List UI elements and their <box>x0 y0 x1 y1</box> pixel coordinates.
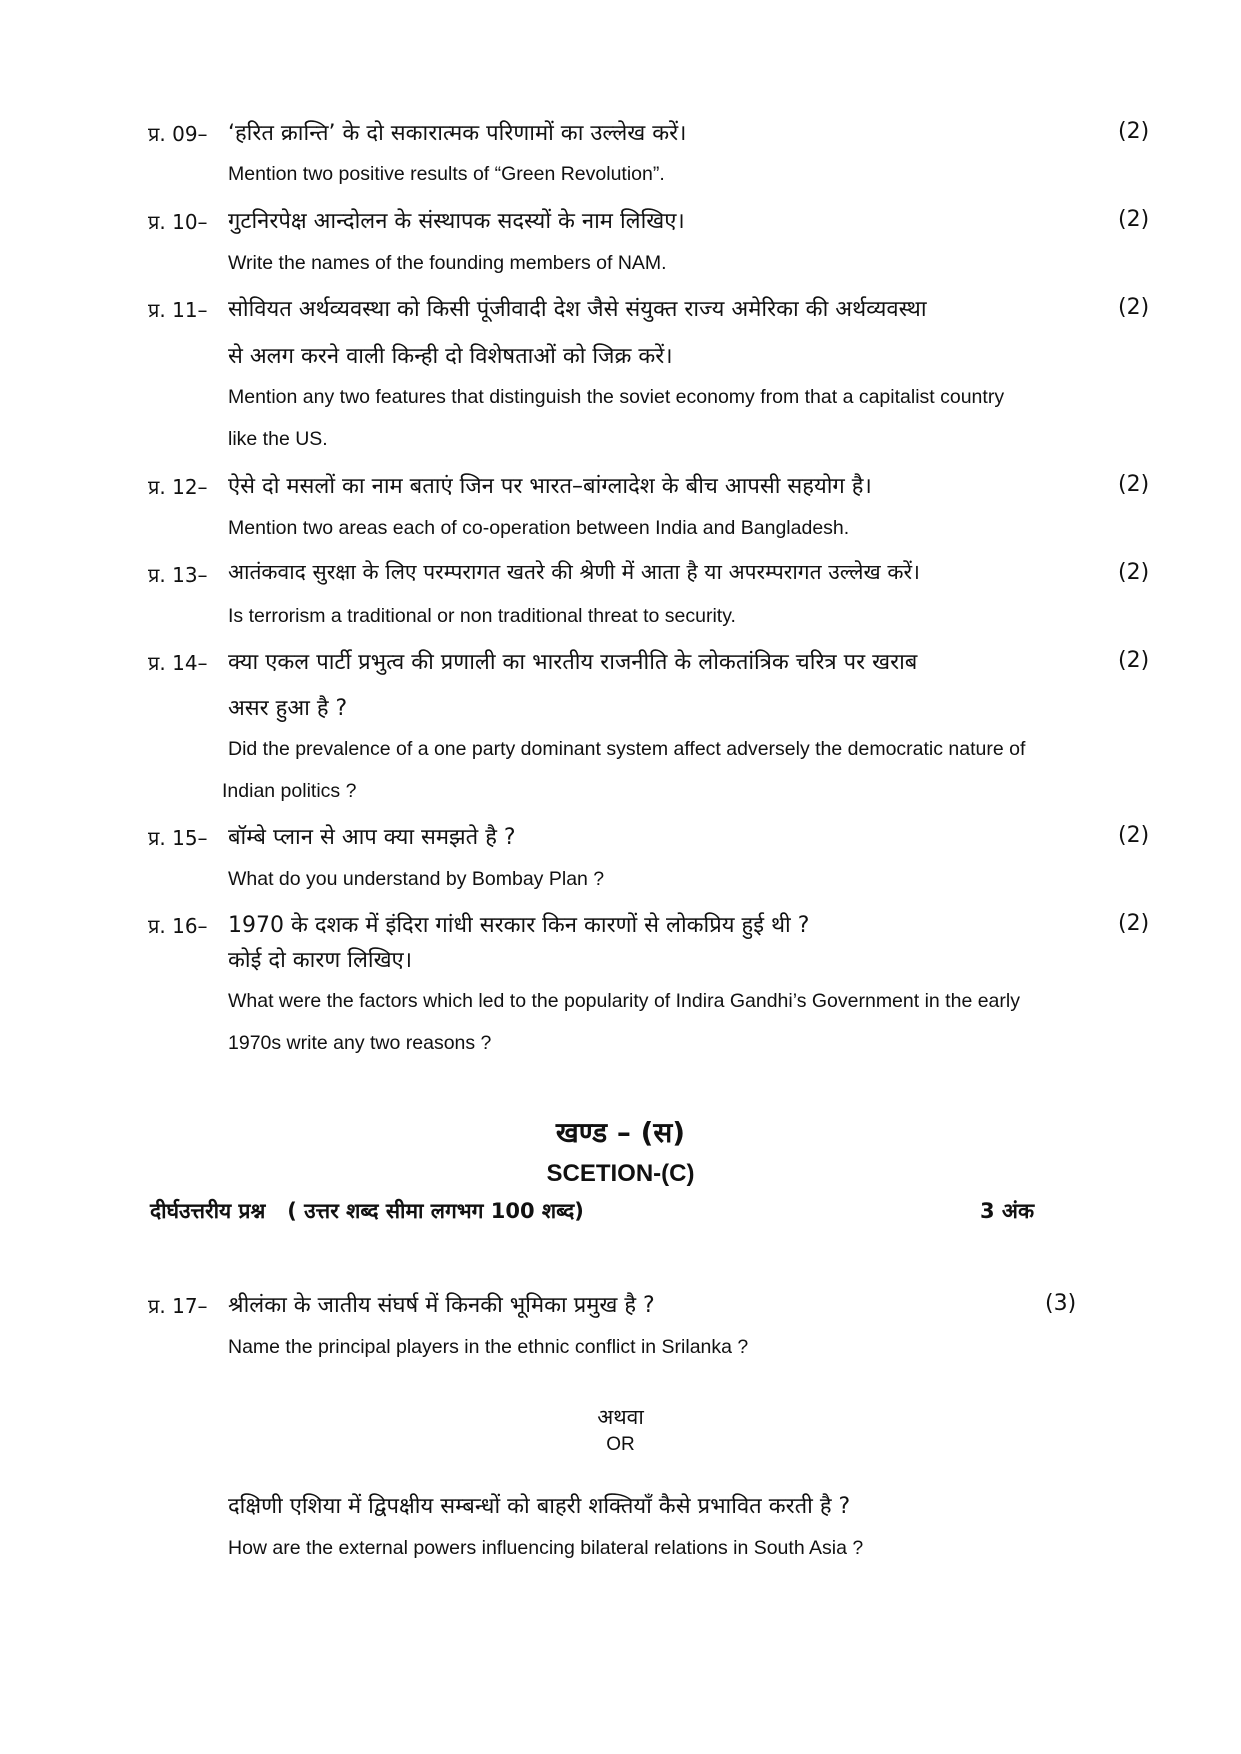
question-hindi: ऐसे दो मसलों का नाम बताएं जिन पर भारत–बांग्लादेश के बीच आपसी सहयोग है। <box>228 474 872 499</box>
section-title-english: SCETION-(C) <box>546 1160 695 1187</box>
section-marks-label: 3 अंक <box>980 1199 1035 1223</box>
question-hindi: श्रीलंका के जातीय संघर्ष में किनकी भूमिका प्रमुख है ? <box>228 1293 655 1318</box>
question-marks: (2) <box>1118 119 1150 144</box>
question-number: प्र. 12– <box>148 475 208 499</box>
question-hindi: से अलग करने वाली किन्ही दो विशेषताओं को जिक्र करें। <box>228 344 673 369</box>
question-marks: (2) <box>1118 911 1150 936</box>
question-number: प्र. 10– <box>148 210 208 234</box>
question-marks: (2) <box>1118 295 1150 320</box>
question-english: Write the names of the founding members of NAM. <box>228 252 667 274</box>
question-marks: (2) <box>1118 823 1150 848</box>
question-marks: (2) <box>1118 648 1150 673</box>
question-hindi: सोवियत अर्थव्यवस्था को किसी पूंजीवादी देश जैसे संयुक्त राज्य अमेरिका की अर्थव्यवस्था <box>228 297 927 322</box>
question-hindi: 1970 के दशक में इंदिरा गांधी सरकार किन कारणों से लोकप्रिय हुई थी ? <box>228 913 810 938</box>
question-number: प्र. 16– <box>148 914 208 938</box>
question-english: Indian politics ? <box>222 780 357 802</box>
question-english: Mention any two features that distinguish the soviet economy from that a capitalist country <box>228 386 1005 408</box>
question-english: Name the principal players in the ethnic conflict in Srilanka ? <box>228 1336 749 1358</box>
question-number: प्र. 17– <box>148 1294 208 1318</box>
question-hindi: कोई दो कारण लिखिए। <box>228 948 413 973</box>
question-number: प्र. 13– <box>148 563 208 587</box>
section-title-hindi: खण्ड – (स) <box>555 1116 686 1149</box>
question-hindi: गुटनिरपेक्ष आन्दोलन के संस्थापक सदस्यों के नाम लिखिए। <box>228 209 685 234</box>
question-english: Mention two areas each of co-operation between India and Bangladesh. <box>228 517 850 539</box>
question-english: 1970s write any two reasons ? <box>228 1032 492 1054</box>
question-hindi: आतंकवाद सुरक्षा के लिए परम्परागत खतरे की श्रेणी में आता है या अपरम्परागत उल्लेख करें। <box>228 560 921 584</box>
question-hindi: बॉम्बे प्लान से आप क्या समझते है ? <box>228 825 516 850</box>
question-hindi: ‘हरित क्रान्ति’ के दो सकारात्मक परिणामों का उल्लेख करें। <box>228 121 687 146</box>
or-hindi: अथवा <box>597 1405 644 1429</box>
question-marks: (2) <box>1118 207 1150 232</box>
question-english: Did the prevalence of a one party dominant system affect adversely the democratic nature of <box>228 738 1026 760</box>
or-english: OR <box>606 1434 635 1455</box>
question-marks: (2) <box>1118 472 1150 497</box>
question-number: प्र. 14– <box>148 651 208 675</box>
section-instruction: दीर्घउत्तरीय प्रश्न ( उत्तर शब्द सीमा लगभग 100 शब्द) <box>150 1199 584 1223</box>
question-marks: (3) <box>1045 1291 1077 1316</box>
question-marks: (2) <box>1118 560 1150 585</box>
question-number: प्र. 09– <box>148 122 208 146</box>
question-english: What do you understand by Bombay Plan ? <box>228 868 605 890</box>
alternate-question-english: How are the external powers influencing bilateral relations in South Asia ? <box>228 1537 864 1559</box>
question-number: प्र. 11– <box>148 298 208 322</box>
question-english: Mention two positive results of “Green Revolution”. <box>228 163 665 185</box>
question-english: like the US. <box>228 428 328 450</box>
alternate-question-hindi: दक्षिणी एशिया में द्विपक्षीय सम्बन्धों को बाहरी शक्तियाँ कैसे प्रभावित करती है ? <box>228 1494 851 1519</box>
question-hindi: असर हुआ है ? <box>228 696 348 721</box>
question-number: प्र. 15– <box>148 826 208 850</box>
question-english: What were the factors which led to the popularity of Indira Gandhi’s Government in the early <box>228 990 1020 1012</box>
question-hindi: क्या एकल पार्टी प्रभुत्व की प्रणाली का भारतीय राजनीति के लोकतांत्रिक चरित्र पर खराब <box>228 650 918 675</box>
question-english: Is terrorism a traditional or non traditional threat to security. <box>228 605 736 627</box>
